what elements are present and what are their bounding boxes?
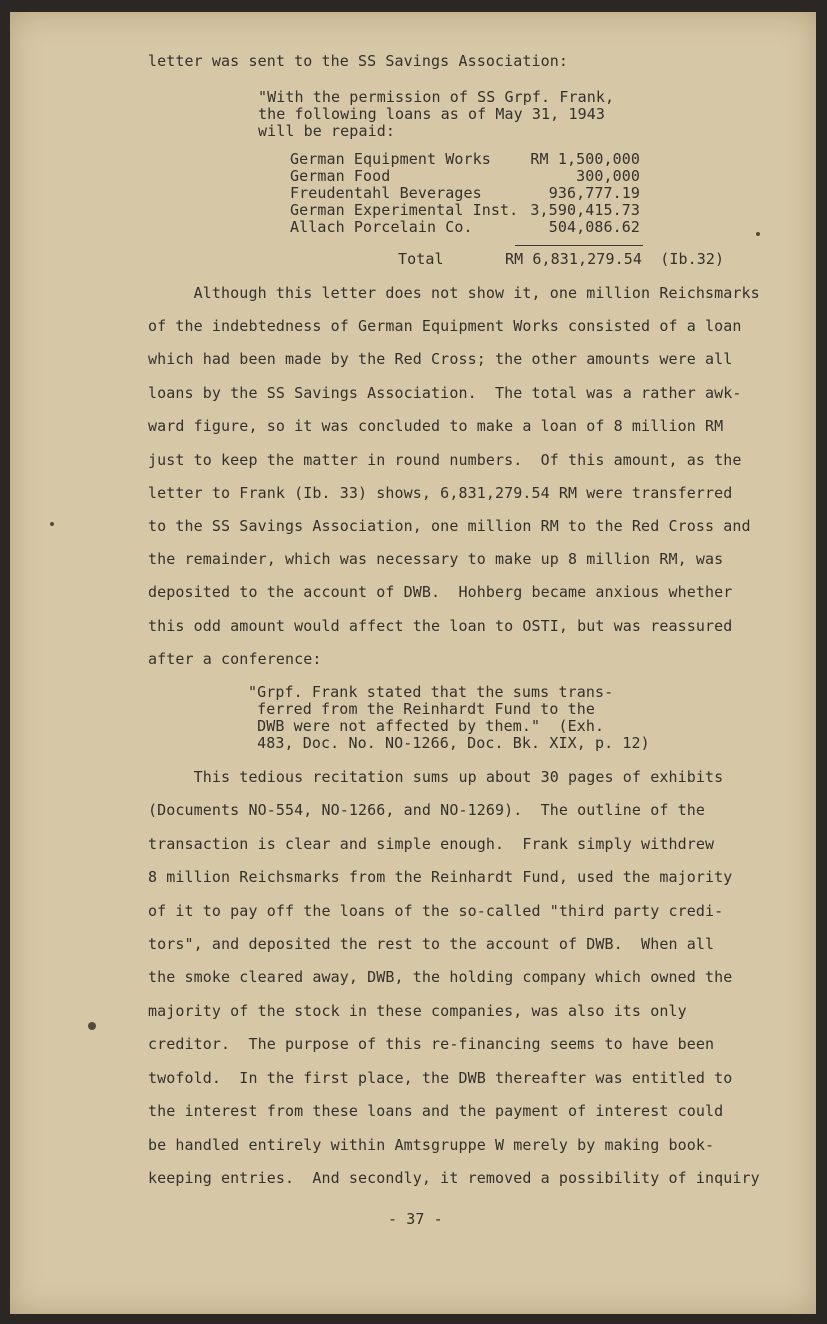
- text-line: the remainder, which was necessary to make up 8 million RM, was: [148, 550, 724, 568]
- text-line: deposited to the account of DWB. Hohberg became anxious whether: [148, 583, 733, 601]
- loan-amount: 504,086.62: [548, 218, 640, 236]
- quote-line: the following loans as of May 31, 1943: [258, 105, 605, 123]
- text-line: majority of the stock in these companies, was also its only: [148, 1002, 687, 1020]
- text-line: (Documents NO-554, NO-1266, and NO-1269). The outline of the: [148, 801, 705, 819]
- text-line: after a conference:: [148, 650, 322, 668]
- text-line: which had been made by the Red Cross; the other amounts were all: [148, 350, 733, 368]
- loan-name: German Experimental Inst.: [290, 201, 519, 219]
- total-amount: RM 6,831,279.54 (Ib.32): [505, 250, 725, 268]
- quote-line: ferred from the Reinhardt Fund to the: [248, 700, 595, 718]
- loan-name: German Food: [290, 167, 391, 185]
- loan-name: Freudentahl Beverages: [290, 184, 482, 202]
- intro-line: letter was sent to the SS Savings Association:: [148, 52, 569, 70]
- text-line: tors", and deposited the rest to the account of DWB. When all: [148, 935, 715, 953]
- text-line: of the indebtedness of German Equipment Works consisted of a loan: [148, 317, 742, 335]
- loan-name: German Equipment Works: [290, 150, 491, 168]
- text-line: Although this letter does not show it, one million Reichsmarks: [148, 284, 760, 302]
- margin-mark: [50, 522, 54, 526]
- loan-amount: 300,000: [576, 167, 640, 185]
- total-label: Total: [398, 250, 444, 268]
- text-line: the interest from these loans and the payment of interest could: [148, 1102, 724, 1120]
- margin-mark: [756, 232, 760, 236]
- text-line: just to keep the matter in round numbers. Of this amount, as the: [148, 451, 742, 469]
- loan-amount: 3,590,415.73: [530, 201, 640, 219]
- sum-rule: [515, 245, 643, 246]
- text-line: loans by the SS Savings Association. The total was a rather awk-: [148, 384, 742, 402]
- text-line: creditor. The purpose of this re-financing seems to have been: [148, 1035, 715, 1053]
- loan-amount: 936,777.19: [548, 184, 640, 202]
- quote-line: "Grpf. Frank stated that the sums trans-: [248, 683, 614, 701]
- text-line: the smoke cleared away, DWB, the holding company which owned the: [148, 968, 733, 986]
- loan-amount: RM 1,500,000: [530, 150, 640, 168]
- text-line: of it to pay off the loans of the so-called "third party credi-: [148, 902, 724, 920]
- text-line: 8 million Reichsmarks from the Reinhardt Fund, used the majority: [148, 868, 733, 886]
- punch-hole-mark: [88, 1022, 96, 1030]
- quote-line: DWB were not affected by them." (Exh.: [248, 717, 605, 735]
- text-line: to the SS Savings Association, one million RM to the Red Cross and: [148, 517, 751, 535]
- text-line: keeping entries. And secondly, it removed a possibility of inquiry: [148, 1169, 760, 1187]
- quote-line: "With the permission of SS Grpf. Frank,: [258, 88, 615, 106]
- text-line: twofold. In the first place, the DWB thereafter was entitled to: [148, 1069, 733, 1087]
- text-line: be handled entirely within Amtsgruppe W merely by making book-: [148, 1136, 715, 1154]
- loan-name: Allach Porcelain Co.: [290, 218, 473, 236]
- text-line: transaction is clear and simple enough. Frank simply withdrew: [148, 835, 715, 853]
- text-line: This tedious recitation sums up about 30 pages of exhibits: [148, 768, 724, 786]
- document-page: [10, 12, 816, 1314]
- text-line: this odd amount would affect the loan to OSTI, but was reassured: [148, 617, 733, 635]
- text-line: ward figure, so it was concluded to make a loan of 8 million RM: [148, 417, 724, 435]
- page-number: - 37 -: [388, 1210, 443, 1228]
- text-line: letter to Frank (Ib. 33) shows, 6,831,279.54 RM were transferred: [148, 484, 733, 502]
- quote-line: 483, Doc. No. NO-1266, Doc. Bk. XIX, p. 12): [248, 734, 650, 752]
- quote-line: will be repaid:: [258, 122, 395, 140]
